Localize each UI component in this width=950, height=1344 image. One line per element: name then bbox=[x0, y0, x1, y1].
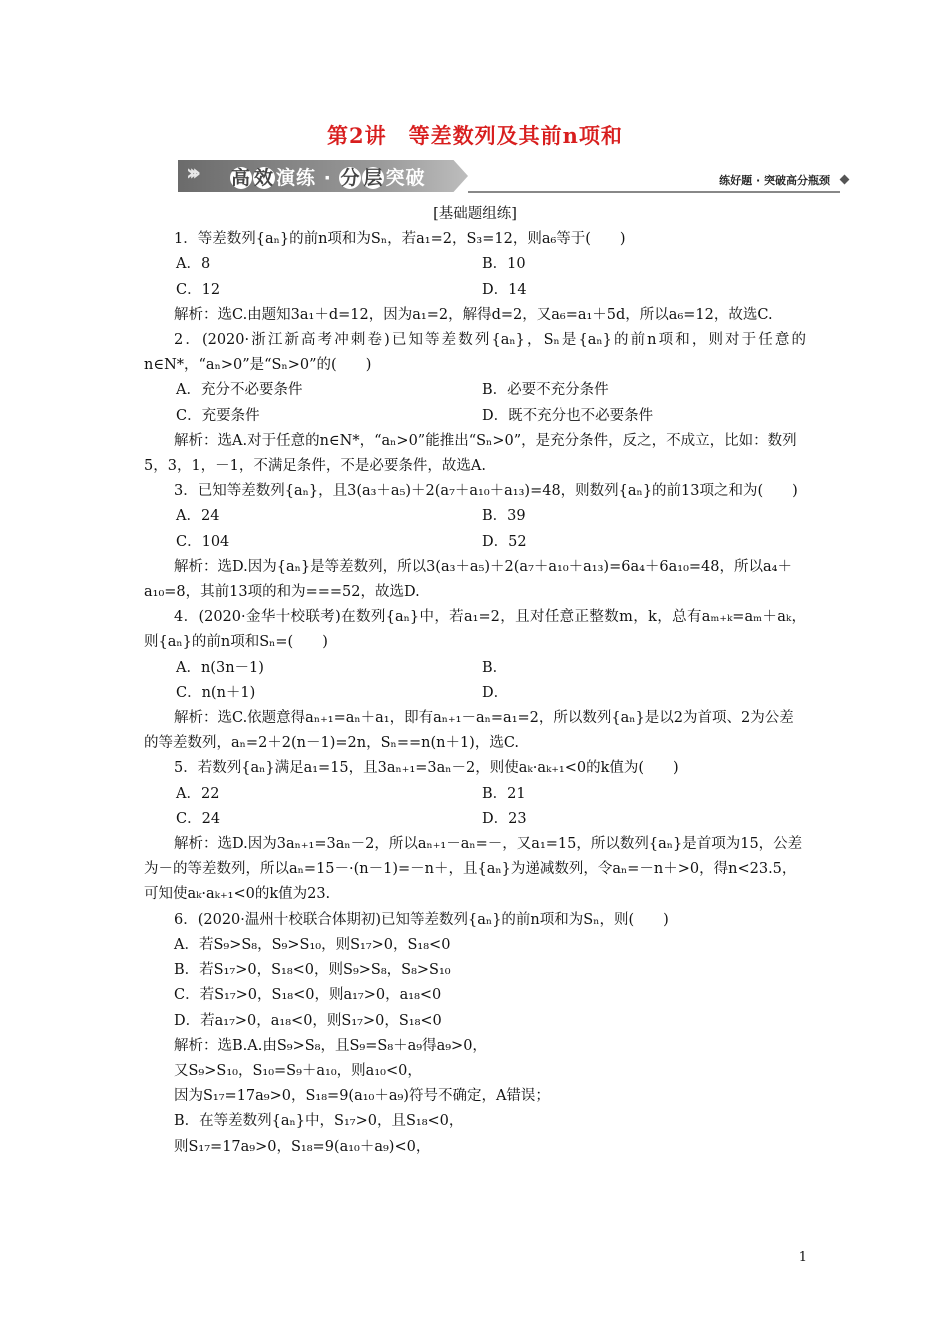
option-a: A．充分不必要条件 bbox=[176, 382, 303, 399]
question-2-stem: 2．(2020·浙江新高考冲刺卷)已知等差数列{aₙ}，Sₙ是{aₙ}的前n项和，则对于任意的n∈N*，“aₙ>0”是“Sₙ>0”的( ) bbox=[144, 332, 806, 374]
option-a: A．22 bbox=[176, 785, 220, 802]
option-d: D．23 bbox=[482, 810, 527, 827]
banner-rule bbox=[468, 191, 840, 193]
question-6-solution-line: 则S₁₇=17a₉>0，S₁₈=9(a₁₀＋a₉)<0， bbox=[174, 1138, 431, 1155]
section-heading: [基础题组练] bbox=[433, 206, 517, 222]
question-6-option-c: C．若S₁₇>0，S₁₈<0，则a₁₇>0，a₁₈<0 bbox=[174, 987, 442, 1004]
banner-title: 高 效 演练 · 分 层 突破 bbox=[230, 167, 426, 189]
question-1-options bbox=[144, 252, 806, 302]
page-title: 第2讲 等差数列及其前n项和 bbox=[327, 123, 623, 148]
question-2-solution: 解析：选A.对于任意的n∈N*，“aₙ>0”能推出“Sₙ>0”，是充分条件，反之，不成立，比如：数列5，3，1，－1，不满足条件，不是必要条件，故选A. bbox=[144, 432, 797, 475]
diamond-icon bbox=[840, 175, 850, 185]
question-6-option-b: B．若S₁₇>0，S₁₈<0，则S₉>S₈，S₈>S₁₀ bbox=[174, 962, 451, 979]
question-4-solution: 解析：选C.依题意得aₙ₊₁=aₙ＋a₁，即有aₙ₊₁－aₙ=a₁=2，所以数列{aₙ}是以2为首项、2为公差的等差数列，aₙ=2＋2(n－1)=2n，Sₙ==n(n＋1)，选C. bbox=[144, 710, 794, 752]
question-5-stem: 5．若数列{aₙ}满足a₁=15，且3aₙ₊₁=3aₙ－2，则使aₖ·aₖ₊₁<0的k值为( ) bbox=[174, 760, 679, 777]
question-4-options bbox=[144, 656, 806, 706]
option-a: A．24 bbox=[176, 508, 220, 525]
option-c: C．12 bbox=[176, 281, 221, 298]
question-5-solution: 解析：选D.因为3aₙ₊₁=3aₙ－2，所以aₙ₊₁－aₙ=－，又a₁=15，所以数列{aₙ}是首项为15，公差为－的等差数列，所以aₙ=15－·(n－1)=－n＋，且{aₙ}为递减数列，令aₙ=－n＋>0，得n<23.5，可知使aₖ·aₖ₊₁<0的k值为23. bbox=[144, 836, 803, 903]
question-2-options bbox=[144, 378, 806, 428]
question-6-solution-line: 又S₉>S₁₀，S₁₀=S₉＋a₁₀，则a₁₀<0， bbox=[174, 1062, 422, 1079]
option-c: C．充要条件 bbox=[176, 407, 260, 424]
option-d: D．既不充分也不必要条件 bbox=[482, 407, 654, 424]
option-b: B． bbox=[482, 659, 508, 676]
option-b: B．必要不充分条件 bbox=[482, 382, 609, 399]
option-d: D． bbox=[482, 684, 509, 701]
question-6-solution-line: 因为S₁₇=17a₉>0，S₁₈=9(a₁₀＋a₉)符号不确定，A错误； bbox=[174, 1088, 550, 1105]
option-c: C．104 bbox=[176, 533, 230, 550]
option-a: A．n(3n－1) bbox=[176, 659, 264, 676]
question-1-stem: 1．等差数列{aₙ}的前n项和为Sₙ，若a₁=2，S₃=12，则a₆等于( ) bbox=[174, 231, 626, 248]
chevron-right-icon: ››› bbox=[186, 161, 196, 186]
question-3-stem: 3．已知等差数列{aₙ}，且3(a₃＋a₅)＋2(a₇＋a₁₀＋a₁₃)=48，则数列{aₙ}的前13项之和为( ) bbox=[174, 483, 798, 500]
question-1-solution: 解析：选C.由题知3a₁＋d=12，因为a₁=2，解得d=2，又a₆=a₁＋5d，所以a₆=12，故选C. bbox=[174, 306, 773, 323]
option-b: B．21 bbox=[482, 785, 526, 802]
banner-slogan: 练好题 · 突破高分瓶颈 bbox=[719, 174, 830, 187]
question-6-solution-line: B．在等差数列{aₙ}中，S₁₇>0，且S₁₈<0， bbox=[174, 1113, 464, 1130]
question-6-stem: 6．(2020·温州十校联合体期初)已知等差数列{aₙ}的前n项和为Sₙ，则( ) bbox=[174, 911, 669, 928]
problem-list bbox=[144, 202, 806, 1160]
option-b: B．39 bbox=[482, 508, 526, 525]
option-d: D．52 bbox=[482, 533, 527, 550]
option-c: C．24 bbox=[176, 810, 221, 827]
question-5-options bbox=[144, 782, 806, 832]
question-6-option-d: D．若a₁₇>0，a₁₈<0，则S₁₇>0，S₁₈<0 bbox=[174, 1012, 442, 1029]
question-6-solution-line: 解析：选B.A.由S₉>S₈，且S₉=S₈＋a₉得a₉>0， bbox=[174, 1037, 487, 1054]
question-3-options bbox=[144, 504, 806, 554]
option-c: C．n(n＋1) bbox=[176, 684, 256, 701]
option-a: A．8 bbox=[176, 256, 211, 273]
option-d: D．14 bbox=[482, 281, 527, 298]
question-3-solution: 解析：选D.因为{aₙ}是等差数列，所以3(a₃＋a₅)＋2(a₇＋a₁₀＋a₁₃)=6a₄＋6a₁₀=48，所以a₄＋a₁₀=8，其前13项的和为===52，故选D. bbox=[144, 558, 792, 601]
option-b: B．10 bbox=[482, 256, 526, 273]
question-4-stem: 4．(2020·金华十校联考)在数列{aₙ}中，若a₁=2，且对任意正整数m，k，总有aₘ₊ₖ=aₘ＋aₖ，则{aₙ}的前n项和Sₙ=( ) bbox=[144, 609, 806, 651]
section-banner bbox=[178, 158, 848, 194]
page-number: 1 bbox=[798, 1250, 807, 1265]
question-6-option-a: A．若S₉>S₈，S₉>S₁₀，则S₁₇>0，S₁₈<0 bbox=[174, 936, 451, 953]
